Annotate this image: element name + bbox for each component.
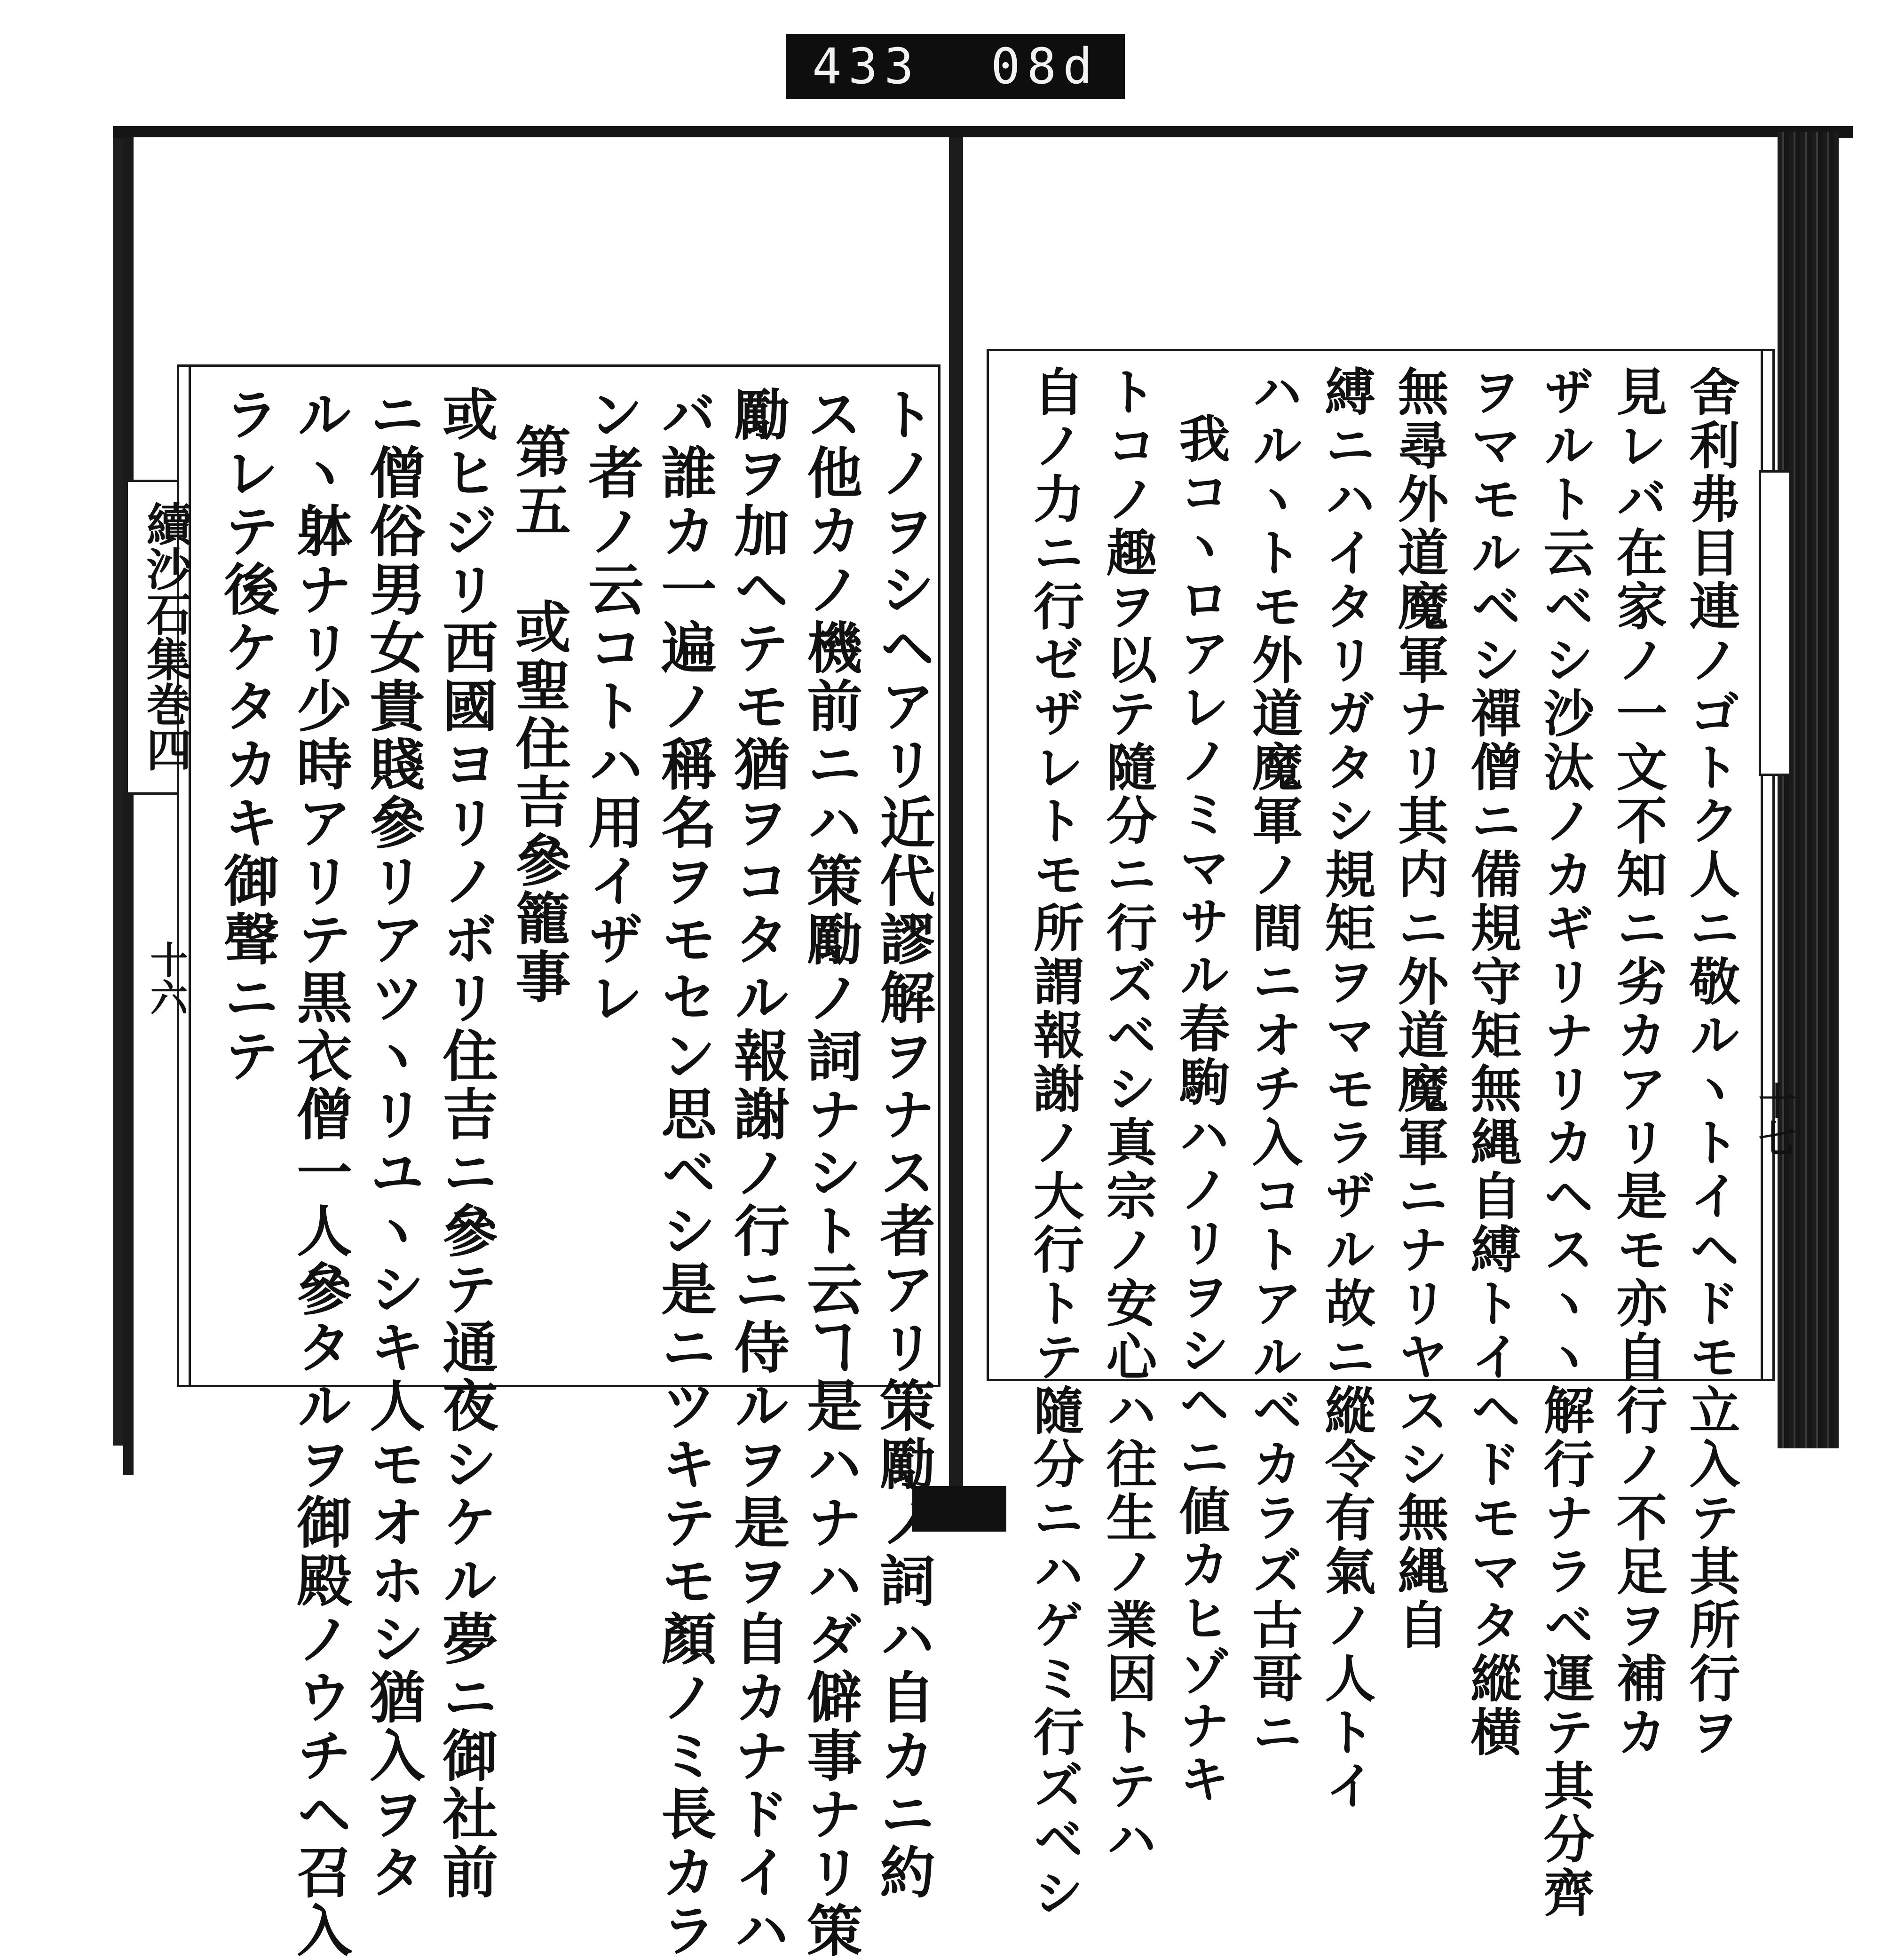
left-text-frame (177, 364, 940, 1960)
frame-label-left: 433 (812, 38, 920, 95)
right-column-3: ザルト云ベシ沙汰ノカギリナリカヘスヽヽ解行ナラベ運テ其分齊 (1535, 365, 1594, 1920)
right-column-4: ヲマモルベシ禪僧ニ備規守矩無縄自縛トイヘドモマタ縱横 (1462, 365, 1521, 1759)
left-column-9: ルヽ躰ナリ少時アリテ黒衣僧一人參タルヲ御殿ノウチヘ召入 (287, 386, 353, 1960)
page-stack-edge (1778, 132, 1839, 1448)
right-column-5: 無尋外道魔軍ナリ其内ニ外道魔軍ニナリヤスシ無縄自 (1389, 365, 1448, 1652)
right-side-tab (1759, 470, 1789, 776)
left-page-number: 十六 (144, 940, 188, 1016)
cover-top-edge (113, 126, 1853, 138)
section-heading: 第五 或聖住吉參籠事 (506, 423, 571, 1006)
film-frame-label (786, 34, 1125, 99)
right-column-1: 舍利弗目連ノゴトク人ニ敬ルヽトイヘドモ立入テ其所行ヲ (1681, 365, 1740, 1759)
left-column-8: ニ僧俗男女貴賤參リアツヽリユヽシキ人モオホシ猶入ヲタ (360, 386, 426, 1902)
right-text-frame (987, 349, 1775, 1920)
right-column-6: 縛ニハイタリガタシ規矩ヲマモラザル故ニ縱令有氣ノ人トイ (1316, 365, 1375, 1813)
left-column-2: ス他カノ機前ニハ策勵ノ詞ナシト云ヿ是ハナハダ僻事ナリ策 (798, 386, 863, 1960)
left-page-edge (113, 138, 123, 1446)
frame-label-right: 08d (991, 38, 1099, 95)
right-column-7: ハルヽトモ外道魔軍ノ間ニオチ入コトアルベカラズ古哥ニ (1243, 365, 1303, 1759)
left-column-3: 勵ヲ加ヘテモ猶ヲコタル報謝ノ行ニ侍ルヲ是ヲ自カナドイハ (725, 386, 790, 1960)
right-column-2: 見レバ在家ノ一文不知ニ劣カアリ是モ亦自行ノ不足ヲ補カ (1608, 365, 1667, 1759)
book-gutter (949, 137, 963, 1515)
right-column-10: 自ノ力ニ行ゼザレトモ所謂報謝ノ大行トテ隨分ニハゲミ行ズベシ (1025, 365, 1084, 1920)
left-column-10: ラレテ後ケタカキ御聲ニテ (214, 386, 280, 1085)
left-column-7: 或ヒジリ西國ヨリノボリ住吉ニ參テ通夜シケル夢ニ御社前 (433, 386, 498, 1902)
left-column-5: ン者ノ云コトハ用イザレ (579, 386, 644, 1027)
left-column-1: トノヲシヘアリ近代謬解ヲナス者アリ策勵ノ詞ハ自カニ約 (870, 386, 936, 1902)
left-side-title: 續沙石集巻四 (139, 501, 192, 772)
right-page-number: 十七 (1752, 1082, 1796, 1157)
right-column-9: トコノ趣ヲ以テ隨分ニ行ズベシ真宗ノ安心ハ往生ノ業因トテハ (1098, 365, 1157, 1866)
left-side-tab (128, 480, 192, 795)
left-column-4: バ誰カ一遍ノ稱名ヲモセン思ベシ是ニツキテモ顏ノミ長カラ (652, 386, 717, 1960)
poem-line: 我コヽロアレノミマサル春駒ハノリヲシヘニ値カヒゾナキ (1170, 412, 1230, 1806)
